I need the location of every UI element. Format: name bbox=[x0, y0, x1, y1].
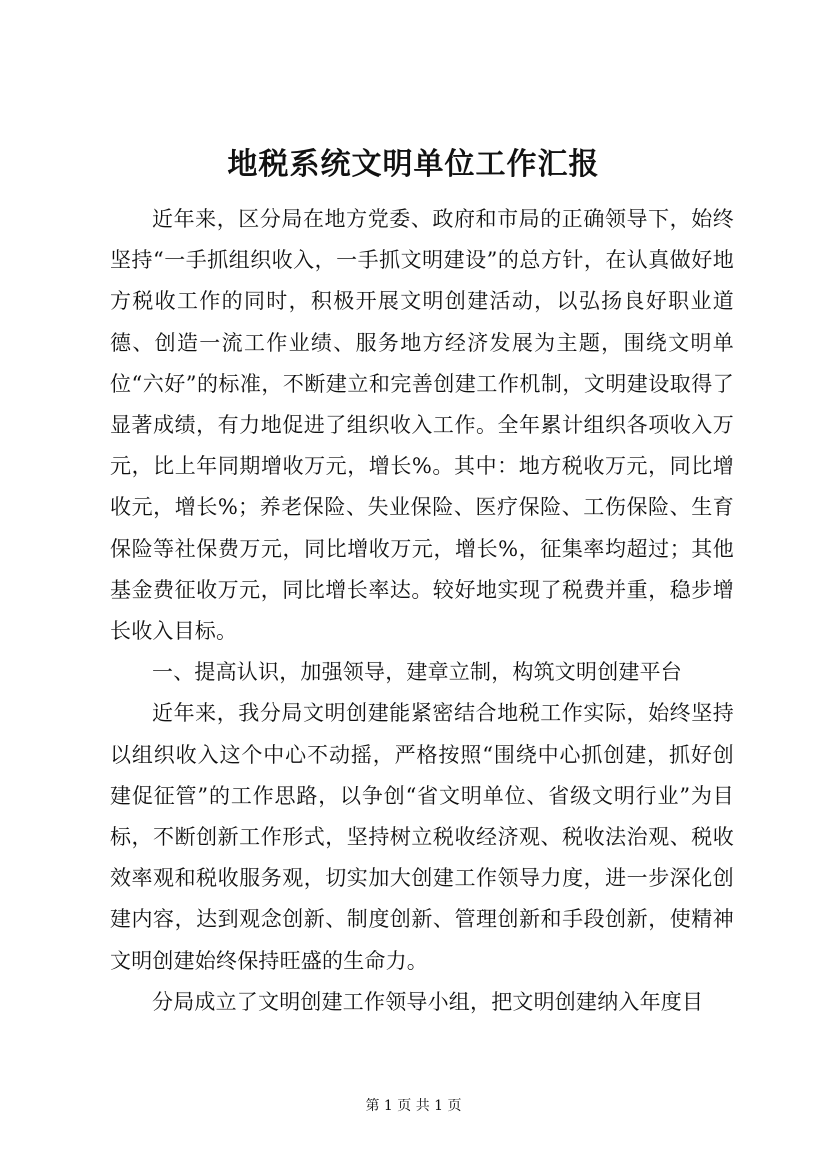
paragraph-continued: 分局成立了文明创建工作领导小组，把文明创建纳入年度目 bbox=[152, 989, 704, 1014]
document-title: 地税系统文明单位工作汇报 bbox=[227, 147, 600, 182]
document-body bbox=[110, 199, 734, 1023]
section-heading-1: 一、提高认识，加强领导，建章立制，构筑文明创建平台 bbox=[152, 660, 682, 685]
paragraph-section-1: 近年来，我分局文明创建能紧密结合地税工作实际，始终坚持以组织收入这个中心不动摇，严格按照“围绕中心抓创建，抓好创建促征管”的工作思路，以争创“省文明单位、省级文明行业”为目标，不断创新工作形式，坚持树立税收经济观、税收法治观、税收效率观和税收服务观，切实加大创建工作领导力度，进一步深化创建内容，达到观念创新、制度创新、管理创新和手段创新，使精神文明创建始终保持旺盛的生命力。 bbox=[110, 701, 734, 973]
paragraph-intro: 近年来，区分局在地方党委、政府和市局的正确领导下，始终坚持“一手抓组织收入，一手抓文明建设”的总方针，在认真做好地方税收工作的同时，积极开展文明创建活动，以弘扬良好职业道德、创造一流工作业绩、服务地方经济发展为主题，围绕文明单位“六好”的标准，不断建立和完善创建工作机制，文明建设取得了显著成绩，有力地促进了组织收入工作。全年累计组织各项收入万元，比上年同期增收万元，增长%。其中：地方税收万元，同比增收元，增长%；养老保险、失业保险、医疗保险、工伤保险、生育保险等社保费万元，同比增收万元，增长%，征集率均超过；其他基金费征收万元，同比增长率达。较好地实现了税费并重，稳步增长收入目标。 bbox=[110, 207, 734, 644]
page-footer: 第 1 页 共 1 页 bbox=[365, 1098, 462, 1114]
